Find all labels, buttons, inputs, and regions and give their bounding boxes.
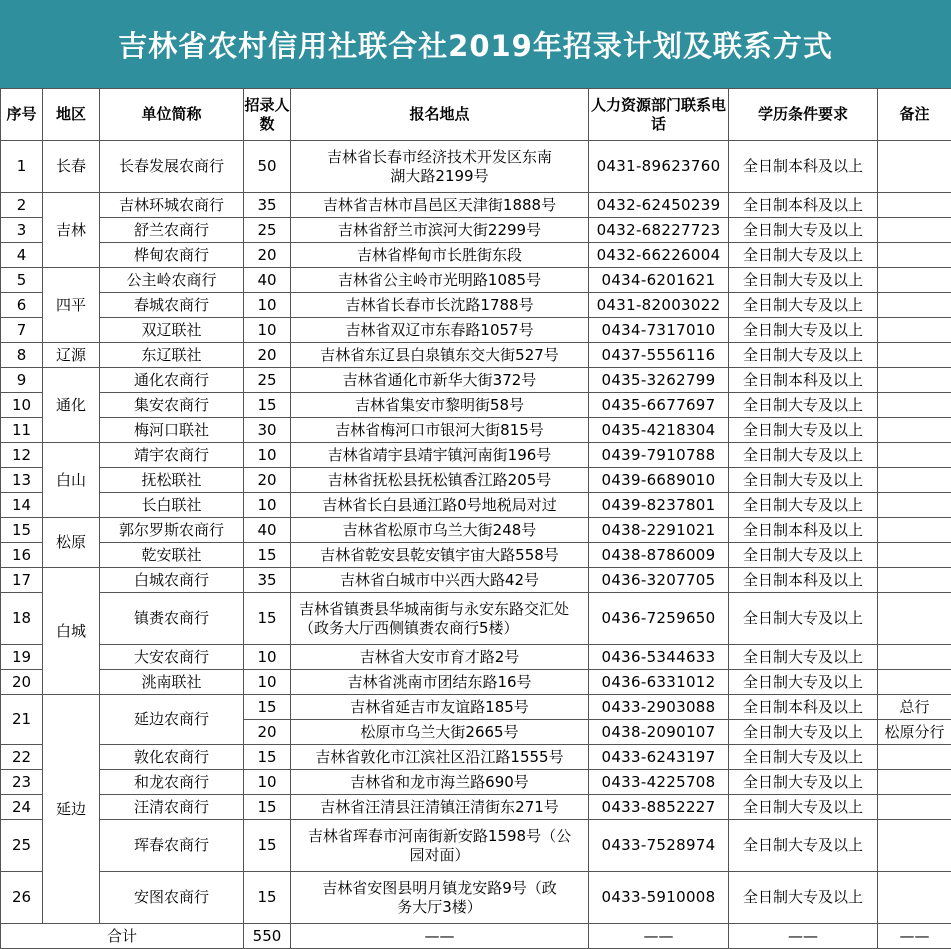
- note-cell: [878, 393, 951, 418]
- edu-cell: 全日制大专及以上: [729, 443, 878, 468]
- unit-cell: 长白联社: [100, 493, 244, 518]
- address-cell: 吉林省松原市乌兰大街248号: [291, 518, 589, 543]
- table-row: [1, 518, 951, 543]
- row-no: 20: [1, 670, 43, 695]
- table-row: [1, 368, 951, 393]
- address-cell: 吉林省靖宇县靖宇镇河南街196号: [291, 443, 589, 468]
- table-row: [1, 543, 951, 568]
- address-cell: 吉林省桦甸市长胜街东段: [291, 243, 589, 268]
- count-cell: 10: [244, 318, 291, 343]
- recruitment-table: [0, 88, 951, 949]
- phone-cell: 0435-3262799: [589, 368, 729, 393]
- address-cell: 吉林省长春市经济技术开发区东南湖大路2199号: [291, 141, 589, 193]
- table-row: [1, 568, 951, 593]
- region-cell: 吉林: [43, 193, 100, 268]
- unit-cell: 延边农商行: [100, 695, 244, 745]
- note-cell: [878, 243, 951, 268]
- table-row: [1, 193, 951, 218]
- note-cell: [878, 568, 951, 593]
- count-cell: 35: [244, 568, 291, 593]
- count-cell: 15: [244, 872, 291, 924]
- address-cell: 吉林省长春市长沈路1788号: [291, 293, 589, 318]
- phone-cell: 0433-5910008: [589, 872, 729, 924]
- table-row: [1, 695, 951, 720]
- row-no: 14: [1, 493, 43, 518]
- count-cell: 15: [244, 593, 291, 645]
- note-cell: [878, 368, 951, 393]
- phone-cell: 0434-7317010: [589, 318, 729, 343]
- unit-cell: 洮南联社: [100, 670, 244, 695]
- unit-cell: 靖宇农商行: [100, 443, 244, 468]
- row-no: 17: [1, 568, 43, 593]
- address-cell: 吉林省镇赉县华城南街与永安东路交汇处（政务大厅西侧镇赉农商行5楼）: [291, 593, 589, 645]
- table-row: [1, 393, 951, 418]
- unit-cell: 春城农商行: [100, 293, 244, 318]
- total-dash: ——: [878, 924, 951, 949]
- address-cell: 松原市乌兰大街2665号: [291, 720, 589, 745]
- address-cell: 吉林省东辽县白泉镇东交大街527号: [291, 343, 589, 368]
- phone-cell: 0433-2903088: [589, 695, 729, 720]
- header-address: 报名地点: [291, 89, 589, 141]
- address-cell: 吉林省安图县明月镇龙安路9号（政务大厅3楼）: [291, 872, 589, 924]
- address-cell: 吉林省白城市中兴西大路42号: [291, 568, 589, 593]
- edu-cell: 全日制大专及以上: [729, 393, 878, 418]
- total-dash: ——: [729, 924, 878, 949]
- count-cell: 30: [244, 418, 291, 443]
- row-no: 6: [1, 293, 43, 318]
- count-cell: 10: [244, 443, 291, 468]
- row-no: 12: [1, 443, 43, 468]
- note-cell: [878, 193, 951, 218]
- count-cell: 20: [244, 243, 291, 268]
- header-region: 地区: [43, 89, 100, 141]
- address-cell: 吉林省吉林市昌邑区天津街1888号: [291, 193, 589, 218]
- edu-cell: 全日制大专及以上: [729, 645, 878, 670]
- phone-cell: 0438-2291021: [589, 518, 729, 543]
- phone-cell: 0434-6201621: [589, 268, 729, 293]
- unit-cell: 抚松联社: [100, 468, 244, 493]
- note-cell: [878, 770, 951, 795]
- row-no: 15: [1, 518, 43, 543]
- edu-cell: 全日制本科及以上: [729, 193, 878, 218]
- address-cell: 吉林省舒兰市滨河大街2299号: [291, 218, 589, 243]
- edu-cell: 全日制大专及以上: [729, 795, 878, 820]
- row-no: 21: [1, 695, 43, 745]
- address-cell: 吉林省和龙市海兰路690号: [291, 770, 589, 795]
- address-cell: 吉林省长白县通江路0号地税局对过: [291, 493, 589, 518]
- count-cell: 10: [244, 493, 291, 518]
- phone-cell: 0433-8852227: [589, 795, 729, 820]
- edu-cell: 全日制本科及以上: [729, 518, 878, 543]
- count-cell: 10: [244, 293, 291, 318]
- region-cell: 白城: [43, 568, 100, 695]
- unit-cell: 和龙农商行: [100, 770, 244, 795]
- count-cell: 15: [244, 393, 291, 418]
- row-no: 9: [1, 368, 43, 393]
- note-cell: [878, 141, 951, 193]
- header-unit: 单位简称: [100, 89, 244, 141]
- phone-cell: 0433-7528974: [589, 820, 729, 872]
- region-cell: 四平: [43, 268, 100, 343]
- table-row: [1, 293, 951, 318]
- unit-cell: 大安农商行: [100, 645, 244, 670]
- row-no: 3: [1, 218, 43, 243]
- note-cell: [878, 872, 951, 924]
- phone-cell: 0436-5344633: [589, 645, 729, 670]
- count-cell: 20: [244, 343, 291, 368]
- address-cell: 吉林省抚松县抚松镇香江路205号: [291, 468, 589, 493]
- edu-cell: 全日制大专及以上: [729, 770, 878, 795]
- header-phone: 人力资源部门联系电话: [589, 89, 729, 141]
- phone-cell: 0438-2090107: [589, 720, 729, 745]
- total-row: [1, 924, 951, 949]
- edu-cell: 全日制本科及以上: [729, 568, 878, 593]
- header-row: [1, 89, 951, 141]
- row-no: 13: [1, 468, 43, 493]
- table-row: [1, 243, 951, 268]
- address-cell: 吉林省大安市育才路2号: [291, 645, 589, 670]
- row-no: 8: [1, 343, 43, 368]
- phone-cell: 0437-5556116: [589, 343, 729, 368]
- unit-cell: 敦化农商行: [100, 745, 244, 770]
- region-cell: 延边: [43, 695, 100, 924]
- table-row: [1, 443, 951, 468]
- address-cell: 吉林省梅河口市银河大街815号: [291, 418, 589, 443]
- edu-cell: 全日制大专及以上: [729, 468, 878, 493]
- row-no: 26: [1, 872, 43, 924]
- note-cell: [878, 443, 951, 468]
- address-cell: 吉林省通化市新华大街372号: [291, 368, 589, 393]
- address-cell: 吉林省汪清县汪清镇汪清街东271号: [291, 795, 589, 820]
- table-row: [1, 268, 951, 293]
- table-row: [1, 418, 951, 443]
- note-cell: 总行: [878, 695, 951, 720]
- edu-cell: 全日制大专及以上: [729, 268, 878, 293]
- total-dash: ——: [291, 924, 589, 949]
- row-no: 1: [1, 141, 43, 193]
- row-no: 7: [1, 318, 43, 343]
- note-cell: [878, 268, 951, 293]
- unit-cell: 镇赉农商行: [100, 593, 244, 645]
- note-cell: [878, 293, 951, 318]
- row-no: 19: [1, 645, 43, 670]
- count-cell: 15: [244, 795, 291, 820]
- edu-cell: 全日制大专及以上: [729, 243, 878, 268]
- edu-cell: 全日制大专及以上: [729, 493, 878, 518]
- row-no: 22: [1, 745, 43, 770]
- phone-cell: 0432-62450239: [589, 193, 729, 218]
- table-row: [1, 141, 951, 193]
- table-row: [1, 820, 951, 872]
- edu-cell: 全日制大专及以上: [729, 820, 878, 872]
- row-no: 10: [1, 393, 43, 418]
- edu-cell: 全日制本科及以上: [729, 695, 878, 720]
- count-cell: 15: [244, 820, 291, 872]
- row-no: 5: [1, 268, 43, 293]
- phone-cell: 0436-7259650: [589, 593, 729, 645]
- table-row: [1, 745, 951, 770]
- note-cell: [878, 318, 951, 343]
- table-row: [1, 645, 951, 670]
- note-cell: [878, 543, 951, 568]
- count-cell: 15: [244, 695, 291, 720]
- table-row: [1, 770, 951, 795]
- row-no: 24: [1, 795, 43, 820]
- address-cell: 吉林省敦化市江滨社区沿江路1555号: [291, 745, 589, 770]
- address-cell: 吉林省洮南市团结东路16号: [291, 670, 589, 695]
- header-count: 招录人数: [244, 89, 291, 141]
- unit-cell: 珲春农商行: [100, 820, 244, 872]
- table-row: [1, 593, 951, 645]
- note-cell: [878, 468, 951, 493]
- unit-cell: 梅河口联社: [100, 418, 244, 443]
- page-title: 吉林省农村信用社联合社2019年招录计划及联系方式: [0, 0, 951, 88]
- row-no: 16: [1, 543, 43, 568]
- edu-cell: 全日制大专及以上: [729, 872, 878, 924]
- count-cell: 40: [244, 268, 291, 293]
- unit-cell: 通化农商行: [100, 368, 244, 393]
- unit-cell: 乾安联社: [100, 543, 244, 568]
- header-edu: 学历条件要求: [729, 89, 878, 141]
- address-cell: 吉林省集安市黎明街58号: [291, 393, 589, 418]
- edu-cell: 全日制大专及以上: [729, 318, 878, 343]
- count-cell: 50: [244, 141, 291, 193]
- region-cell: 长春: [43, 141, 100, 193]
- count-cell: 15: [244, 745, 291, 770]
- count-cell: 10: [244, 670, 291, 695]
- unit-cell: 桦甸农商行: [100, 243, 244, 268]
- note-cell: [878, 593, 951, 645]
- note-cell: [878, 645, 951, 670]
- table-row: [1, 318, 951, 343]
- unit-cell: 汪清农商行: [100, 795, 244, 820]
- unit-cell: 安图农商行: [100, 872, 244, 924]
- note-cell: [878, 670, 951, 695]
- note-cell: [878, 518, 951, 543]
- phone-cell: 0439-7910788: [589, 443, 729, 468]
- unit-cell: 公主岭农商行: [100, 268, 244, 293]
- phone-cell: 0433-4225708: [589, 770, 729, 795]
- count-cell: 10: [244, 770, 291, 795]
- region-cell: 松原: [43, 518, 100, 568]
- unit-cell: 舒兰农商行: [100, 218, 244, 243]
- edu-cell: 全日制大专及以上: [729, 593, 878, 645]
- edu-cell: 全日制大专及以上: [729, 293, 878, 318]
- phone-cell: 0431-82003022: [589, 293, 729, 318]
- edu-cell: 全日制本科及以上: [729, 141, 878, 193]
- count-cell: 20: [244, 720, 291, 745]
- unit-cell: 白城农商行: [100, 568, 244, 593]
- unit-cell: 集安农商行: [100, 393, 244, 418]
- row-no: 25: [1, 820, 43, 872]
- table-row: [1, 670, 951, 695]
- total-dash: ——: [589, 924, 729, 949]
- phone-cell: 0432-68227723: [589, 218, 729, 243]
- phone-cell: 0438-8786009: [589, 543, 729, 568]
- region-cell: 白山: [43, 443, 100, 518]
- note-cell: [878, 820, 951, 872]
- note-cell: [878, 418, 951, 443]
- edu-cell: 全日制大专及以上: [729, 343, 878, 368]
- note-cell: [878, 493, 951, 518]
- edu-cell: 全日制大专及以上: [729, 670, 878, 695]
- count-cell: 20: [244, 468, 291, 493]
- address-cell: 吉林省双辽市东春路1057号: [291, 318, 589, 343]
- phone-cell: 0431-89623760: [589, 141, 729, 193]
- edu-cell: 全日制本科及以上: [729, 368, 878, 393]
- region-cell: 通化: [43, 368, 100, 443]
- count-cell: 10: [244, 645, 291, 670]
- row-no: 4: [1, 243, 43, 268]
- header-note: 备注: [878, 89, 951, 141]
- table-row: [1, 343, 951, 368]
- edu-cell: 全日制大专及以上: [729, 720, 878, 745]
- table-row: [1, 493, 951, 518]
- address-cell: 吉林省公主岭市光明路1085号: [291, 268, 589, 293]
- address-cell: 吉林省乾安县乾安镇宇宙大路558号: [291, 543, 589, 568]
- row-no: 23: [1, 770, 43, 795]
- edu-cell: 全日制大专及以上: [729, 218, 878, 243]
- phone-cell: 0435-6677697: [589, 393, 729, 418]
- note-cell: [878, 745, 951, 770]
- row-no: 18: [1, 593, 43, 645]
- row-no: 2: [1, 193, 43, 218]
- region-cell: 辽源: [43, 343, 100, 368]
- table-row: [1, 218, 951, 243]
- count-cell: 40: [244, 518, 291, 543]
- address-cell: 吉林省延吉市友谊路185号: [291, 695, 589, 720]
- unit-cell: 郭尔罗斯农商行: [100, 518, 244, 543]
- unit-cell: 东辽联社: [100, 343, 244, 368]
- edu-cell: 全日制大专及以上: [729, 745, 878, 770]
- table-row: [1, 872, 951, 924]
- row-no: 11: [1, 418, 43, 443]
- phone-cell: 0435-4218304: [589, 418, 729, 443]
- phone-cell: 0432-66226004: [589, 243, 729, 268]
- count-cell: 25: [244, 218, 291, 243]
- note-cell: [878, 218, 951, 243]
- unit-cell: 长春发展农商行: [100, 141, 244, 193]
- note-cell: [878, 343, 951, 368]
- total-label: 合计: [1, 924, 244, 949]
- total-count: 550: [244, 924, 291, 949]
- count-cell: 25: [244, 368, 291, 393]
- phone-cell: 0436-3207705: [589, 568, 729, 593]
- unit-cell: 吉林环城农商行: [100, 193, 244, 218]
- edu-cell: 全日制大专及以上: [729, 543, 878, 568]
- phone-cell: 0436-6331012: [589, 670, 729, 695]
- count-cell: 15: [244, 543, 291, 568]
- header-no: 序号: [1, 89, 43, 141]
- table-row: [1, 468, 951, 493]
- address-cell: 吉林省珲春市河南街新安路1598号（公园对面）: [291, 820, 589, 872]
- note-cell: [878, 795, 951, 820]
- note-cell: 松原分行: [878, 720, 951, 745]
- table-row: [1, 795, 951, 820]
- phone-cell: 0433-6243197: [589, 745, 729, 770]
- phone-cell: 0439-8237801: [589, 493, 729, 518]
- count-cell: 35: [244, 193, 291, 218]
- edu-cell: 全日制大专及以上: [729, 418, 878, 443]
- unit-cell: 双辽联社: [100, 318, 244, 343]
- phone-cell: 0439-6689010: [589, 468, 729, 493]
